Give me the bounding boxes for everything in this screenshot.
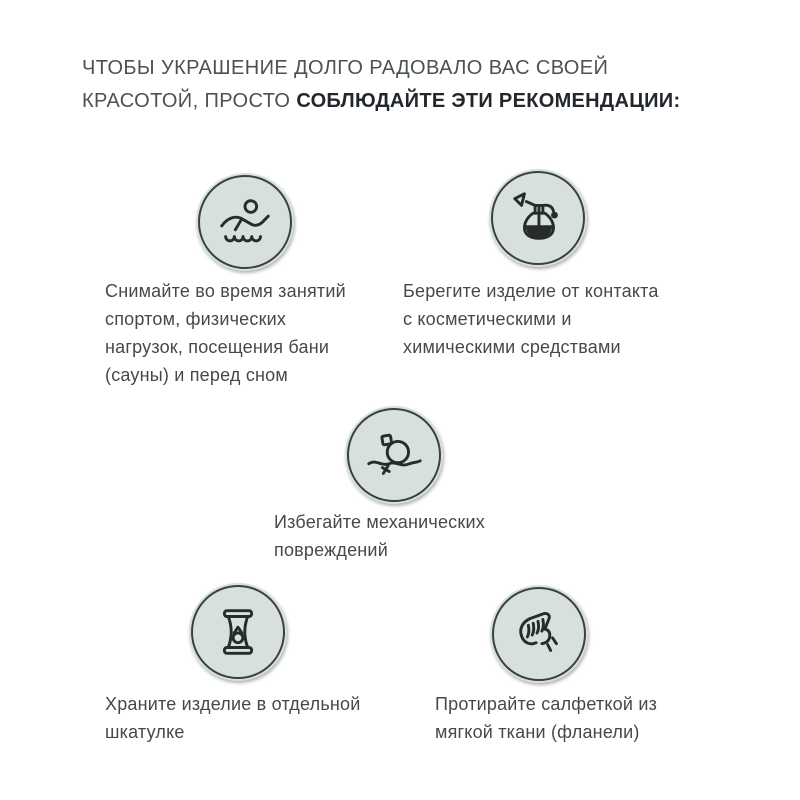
- text-line: Храните изделие в отдельной: [105, 694, 361, 714]
- text-line: химическими средствами: [403, 337, 621, 357]
- ring-box-icon: [207, 601, 269, 663]
- icon-circle-wipe-with-cloth: [490, 585, 588, 683]
- text-line: шкатулке: [105, 722, 185, 742]
- text-line: Снимайте во время занятий: [105, 281, 346, 301]
- swimmer-icon: [214, 191, 276, 253]
- text-line: Протирайте салфеткой из: [435, 694, 658, 714]
- icon-circle-avoid-chemicals: [489, 169, 587, 267]
- text-line: повреждений: [274, 540, 388, 560]
- page-title-line1: ЧТОБЫ УКРАШЕНИЕ ДОЛГО РАДОВАЛО ВАС СВОЕЙ: [82, 57, 609, 79]
- text-line: с косметическими и: [403, 309, 572, 329]
- icon-circle-store-separately: [189, 583, 287, 681]
- text-line: нагрузок, посещения бани: [105, 337, 330, 357]
- text-line: мягкой ткани (фланели): [435, 722, 640, 742]
- page-title: [82, 52, 752, 118]
- page-title-bold: СОБЛЮДАЙТЕ ЭТИ РЕКОМЕНДАЦИИ:: [296, 90, 681, 112]
- perfume-atomizer-icon: [507, 187, 569, 249]
- text-line: Избегайте механических: [274, 512, 485, 532]
- recommendation-text-wipe-with-cloth: [435, 690, 657, 746]
- recommendation-text-avoid-chemicals: [403, 277, 659, 361]
- text-line: (сауны) и перед сном: [105, 365, 288, 385]
- polishing-cloth-icon: [508, 603, 570, 665]
- text-line: спортом, физических: [105, 309, 287, 329]
- recommendation-text-store-separately: [105, 690, 361, 746]
- text-line: Берегите изделие от контакта: [403, 281, 659, 301]
- icon-circle-remove-during-activity: [196, 173, 294, 271]
- recommendation-text-remove-during-activity: [105, 277, 346, 389]
- recommendation-text-avoid-damage: [274, 508, 485, 564]
- damaged-ring-icon: [363, 424, 425, 486]
- icon-circle-avoid-damage: [345, 406, 443, 504]
- page-title-line2: КРАСОТОЙ, ПРОСТО: [82, 90, 297, 112]
